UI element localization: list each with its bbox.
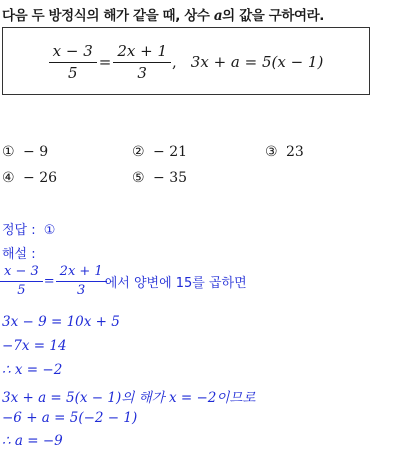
- explanation-step-1: [2, 264, 247, 298]
- question-text-end: 의 값을 구하여라.: [222, 8, 324, 24]
- fraction-right-denominator: 3: [113, 62, 171, 82]
- choice-1-mark: ①: [2, 144, 15, 160]
- step1-fraction-right-denominator: 3: [56, 281, 107, 298]
- choice-2[interactable]: [132, 144, 187, 160]
- equation-row: [3, 28, 371, 96]
- choice-3-mark: ③: [265, 144, 278, 160]
- choice-4-value: − 26: [23, 170, 58, 186]
- equation-box: [2, 27, 370, 95]
- explanation-line-6: ∴ a = −9: [2, 433, 63, 449]
- step1-fraction-right: [58, 264, 105, 298]
- fraction-right-numerator: 2x + 1: [117, 42, 168, 60]
- step1-fraction-left: [2, 264, 41, 298]
- explanation-line-2: −7x = 14: [2, 338, 67, 354]
- equals-sign: =: [98, 53, 112, 71]
- choice-5-mark: ⑤: [132, 170, 145, 186]
- choice-1[interactable]: [2, 144, 48, 160]
- step1-text: 에서 양변에 15를 곱하면: [104, 275, 247, 291]
- choice-2-mark: ②: [132, 144, 145, 160]
- answer-line: [2, 219, 55, 238]
- choice-5[interactable]: [132, 170, 187, 186]
- explanation-line-4: 3x + a = 5(x − 1)의 해가 x = −2이므로: [2, 390, 256, 406]
- question-text-start: 다음 두 방정식의 해가 같을 때, 상수: [2, 8, 214, 24]
- fraction-left: [51, 42, 95, 82]
- equation-separator: ,: [172, 53, 177, 71]
- second-equation: 3x + a = 5(x − 1): [190, 53, 324, 71]
- step1-fraction-left-numerator: x − 3: [4, 264, 39, 279]
- choice-5-value: − 35: [153, 170, 188, 186]
- question-text: [2, 4, 324, 24]
- answer-label: 정답 :: [2, 223, 36, 238]
- fraction-right: [115, 42, 169, 82]
- step1-fraction-left-denominator: 5: [0, 281, 43, 298]
- choice-3-value: 23: [286, 144, 304, 160]
- explanation-label: 해설 :: [2, 247, 36, 262]
- choice-2-value: − 21: [153, 144, 188, 160]
- choice-3[interactable]: [265, 144, 304, 160]
- explanation-line-5: −6 + a = 5(−2 − 1): [2, 410, 138, 426]
- choice-4[interactable]: [2, 170, 57, 186]
- step1-fraction-right-numerator: 2x + 1: [59, 264, 103, 279]
- fraction-left-numerator: x − 3: [52, 42, 93, 60]
- choice-4-mark: ④: [2, 170, 15, 186]
- fraction-left-denominator: 5: [49, 62, 97, 82]
- answer-value: ①: [43, 223, 56, 238]
- question-variable: a: [213, 8, 223, 24]
- step1-equals: =: [43, 273, 55, 289]
- choice-1-value: − 9: [23, 144, 49, 160]
- explanation-line-3: ∴ x = −2: [2, 362, 63, 378]
- explanation-line-1: 3x − 9 = 10x + 5: [2, 314, 120, 330]
